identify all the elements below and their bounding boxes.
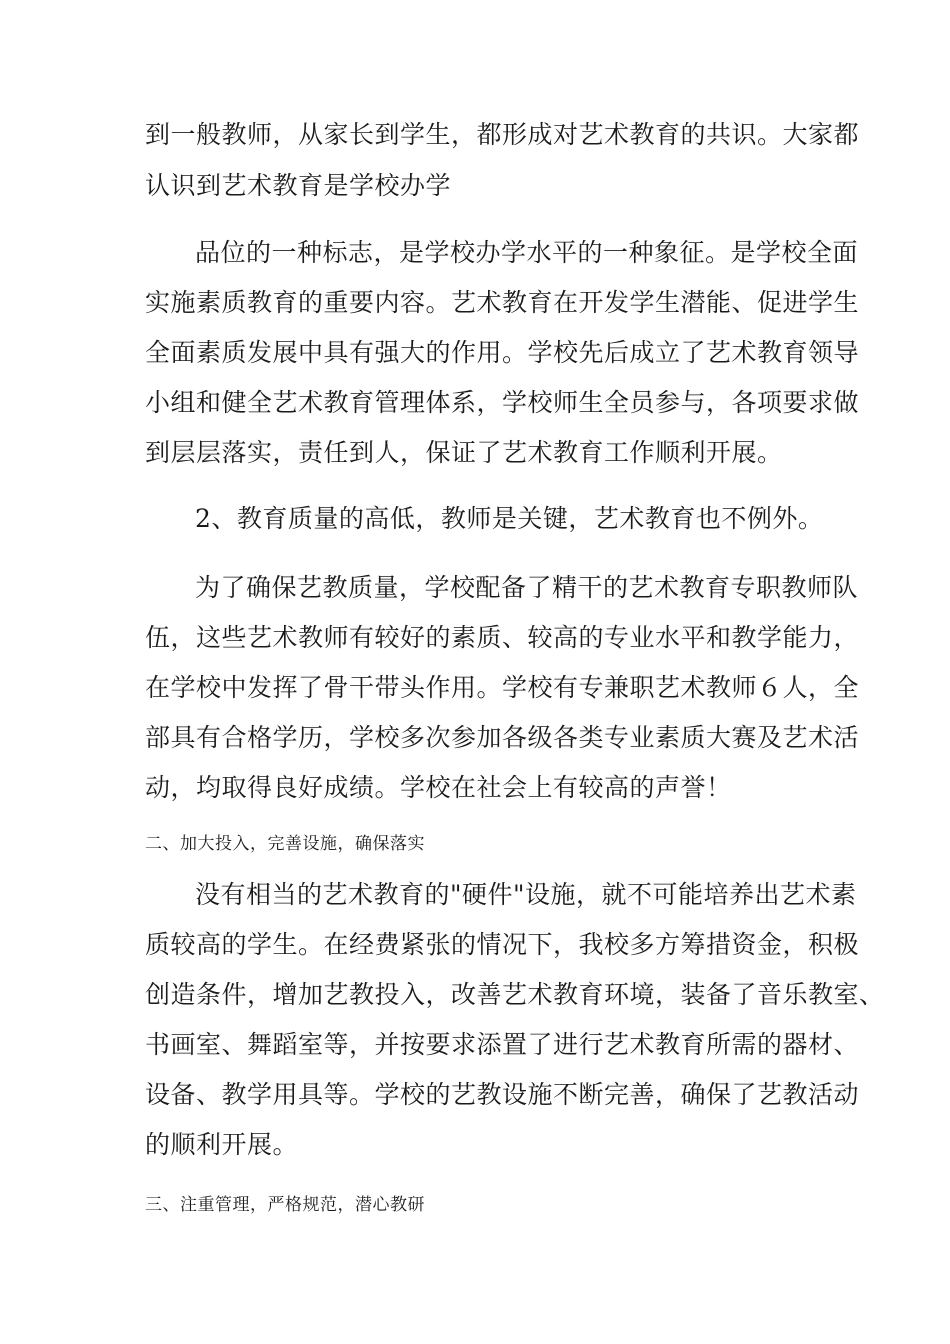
paragraph-line: 品位的一种标志，是学校办学水平的一种象征。是学校全面	[195, 238, 859, 267]
paragraph-line: 创造条件，增加艺教投入，改善艺术教育环境，装备了音乐教室、	[145, 980, 885, 1009]
paragraph-line: 小组和健全艺术教育管理体系，学校师生全员参与，各项要求做	[145, 388, 860, 417]
paragraph-line: 伍，这些艺术教师有较好的素质、较高的专业水平和教学能力，	[145, 623, 860, 652]
paragraph-line: 为了确保艺教质量，学校配备了精干的艺术教育专职教师队	[195, 573, 859, 602]
paragraph-line: 部具有合格学历，学校多次参加各级各类专业素质大赛及艺术活	[145, 723, 860, 752]
paragraph-line: 质较高的学生。在经费紧张的情况下，我校多方筹措资金，积极	[145, 930, 860, 959]
paragraph-line: 实施素质教育的重要内容。艺术教育在开发学生潜能、促进学生	[145, 288, 860, 317]
paragraph-line: 的顺利开展。	[145, 1130, 299, 1159]
section-heading: 二、加大投入，完善设施，确保落实	[145, 834, 425, 854]
paragraph-line: 2、教育质量的高低，教师是关键，艺术教育也不例外。	[195, 504, 824, 533]
paragraph-line: 书画室、舞蹈室等，并按要求添置了进行艺术教育所需的器材、	[145, 1030, 860, 1059]
paragraph-line: 到一般教师，从家长到学生，都形成对艺术教育的共识。大家都	[145, 120, 860, 149]
paragraph-line: 认识到艺术教育是学校办学	[145, 171, 452, 200]
paragraph-line: 在学校中发挥了骨干带头作用。学校有专兼职艺术教师６人，全	[145, 673, 860, 702]
paragraph-line: 全面素质发展中具有强大的作用。学校先后成立了艺术教育领导	[145, 338, 860, 367]
paragraph-line: 没有相当的艺术教育的"硬件"设施，就不可能培养出艺术素	[195, 880, 857, 909]
section-heading: 三、注重管理，严格规范，潜心教研	[145, 1195, 425, 1215]
paragraph-line: 设备、教学用具等。学校的艺教设施不断完善，确保了艺教活动	[145, 1080, 860, 1109]
paragraph-line: 动，均取得良好成绩。学校在社会上有较高的声誉！	[145, 773, 732, 802]
paragraph-line: 到层层落实，责任到人，保证了艺术教育工作顺利开展。	[145, 438, 783, 467]
